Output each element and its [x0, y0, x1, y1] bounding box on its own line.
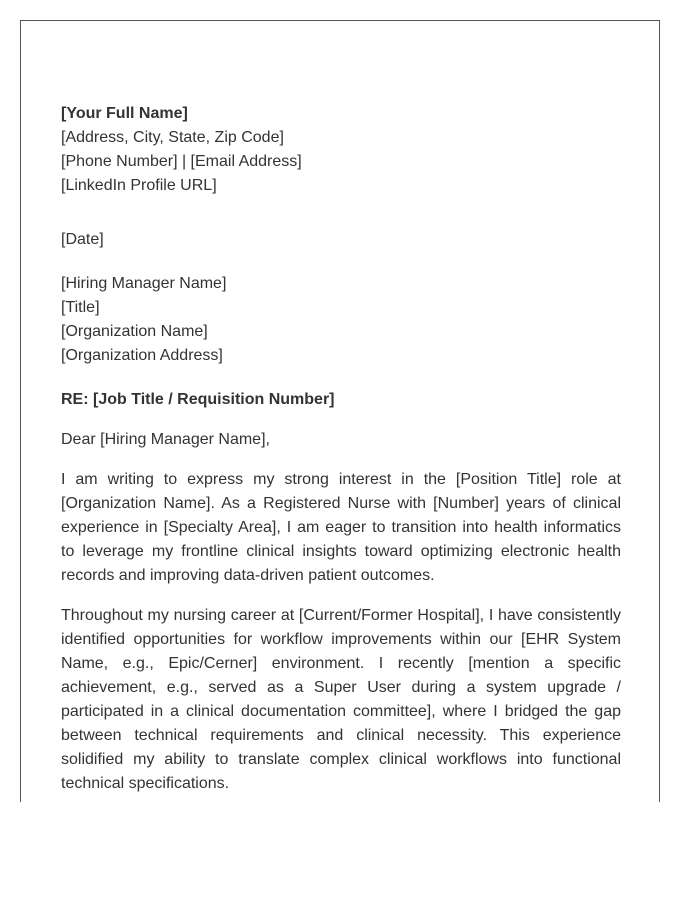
sender-linkedin: [LinkedIn Profile URL]	[61, 177, 217, 194]
recipient-organization: [Organization Name]	[61, 323, 208, 340]
salutation-block	[61, 428, 621, 452]
body-paragraph-2: Throughout my nursing career at [Current/Former Hospital], I have consistently identified opportunities for workflow improvements within our [EHR System Name, e.g., Epic/Cerner] environment. I recently [mention a specific achievement, e.g., served as a Super User during a system upgrade / participated in a clinical documentation committee], where I bridged the gap between technical requirements and clinical necessity. This experience solidified my ability to translate complex clinical workflows into functional technical specifications.	[61, 607, 621, 792]
recipient-title: [Title]	[61, 299, 100, 316]
recipient-address: [Organization Address]	[61, 347, 223, 364]
recipient-name: [Hiring Manager Name]	[61, 275, 227, 292]
salutation: Dear [Hiring Manager Name],	[61, 431, 270, 448]
sender-name: [Your Full Name]	[61, 105, 188, 122]
sender-contact: [Phone Number] | [Email Address]	[61, 153, 302, 170]
sender-block	[61, 102, 621, 198]
letter-content	[61, 102, 621, 796]
subject-block	[61, 388, 621, 412]
letter-page	[20, 20, 660, 802]
sender-address: [Address, City, State, Zip Code]	[61, 129, 284, 146]
subject-line: RE: [Job Title / Requisition Number]	[61, 391, 335, 408]
date-block	[61, 228, 621, 252]
letter-date: [Date]	[61, 231, 104, 248]
body-paragraph-1: I am writing to express my strong interest in the [Position Title] role at [Organization Name]. As a Registered Nurse with [Number] years of clinical experience in [Specialty Area], I am eager to transition into health informatics to leverage my frontline clinical insights toward optimizing electronic health records and improving data-driven patient outcomes.	[61, 471, 621, 584]
recipient-block	[61, 272, 621, 368]
